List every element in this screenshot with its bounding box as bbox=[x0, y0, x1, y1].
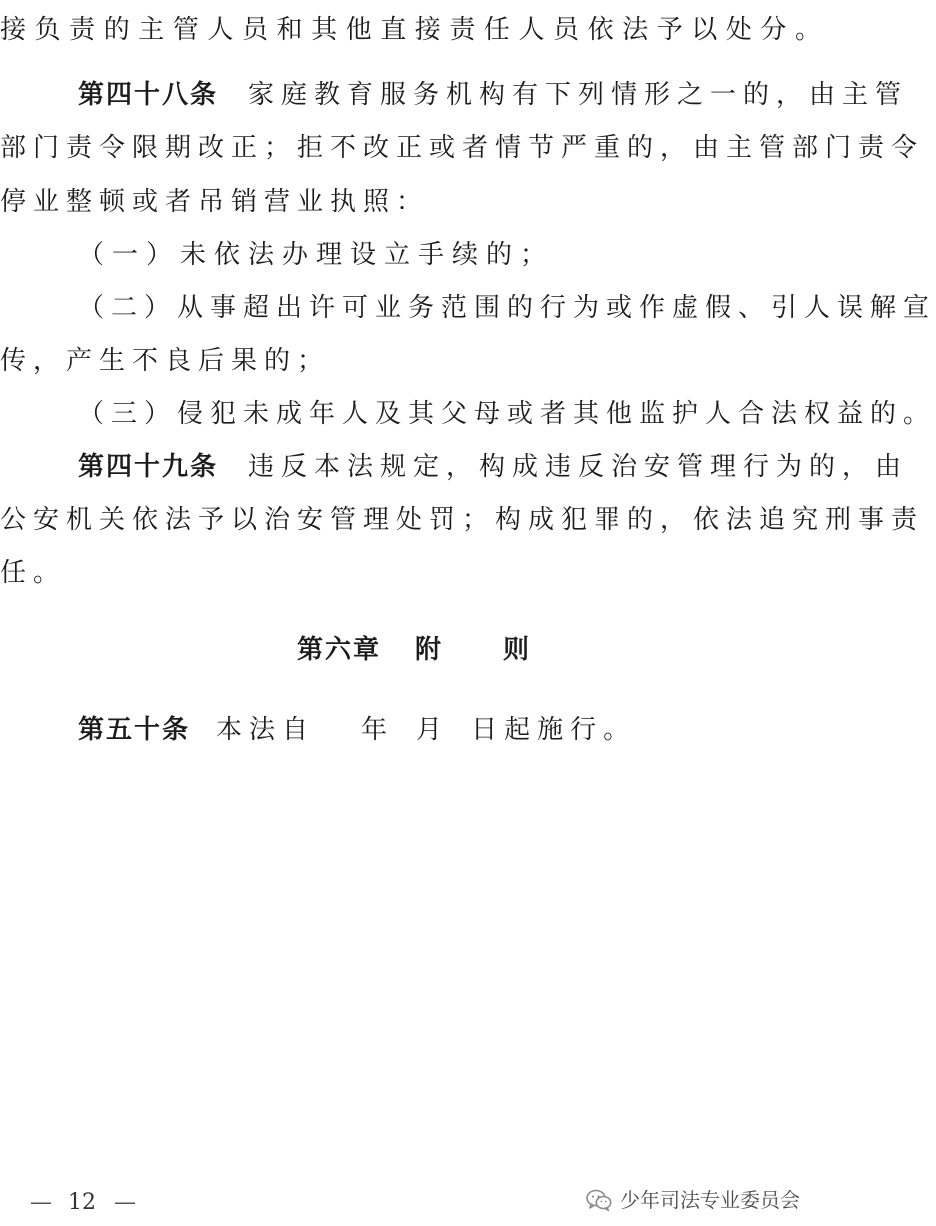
line-text: 任。 bbox=[0, 558, 67, 588]
dash-left: — bbox=[30, 1190, 50, 1215]
article-49-heading-line bbox=[0, 447, 909, 487]
line-text: 停业整顿或者吊销营业执照： bbox=[0, 187, 430, 217]
line-text: 本法自 bbox=[216, 715, 316, 745]
line-text: （二）从事超出许可业务范围的行为或作虚假、引人误解宣 bbox=[78, 293, 936, 323]
list-item bbox=[0, 235, 828, 275]
wechat-watermark bbox=[586, 1180, 800, 1220]
chapter-heading bbox=[0, 628, 828, 672]
line-text: 传，产生不良后果的； bbox=[0, 346, 331, 376]
text-line bbox=[0, 553, 828, 593]
line-text: 日起施行。 bbox=[471, 715, 637, 745]
line-text: 部门责令限期改正；拒不改正或者情节严重的，由主管部门责令 bbox=[0, 133, 925, 163]
month-label: 月 bbox=[416, 715, 450, 745]
line-text: （一）未依法办理设立手续的； bbox=[78, 240, 555, 270]
page-number: 12 bbox=[68, 1190, 96, 1215]
text-line bbox=[0, 10, 828, 50]
line-text: 公安机关依法予以治安管理处罚；构成犯罪的，依法追究刑事责 bbox=[0, 505, 925, 535]
article-50-label: 第五十条 bbox=[78, 715, 191, 745]
account-name: 少年司法专业委员会 bbox=[620, 1188, 800, 1212]
article-48-label: 第四十八条 bbox=[78, 80, 219, 110]
article-50-line bbox=[0, 710, 828, 750]
line-text: 违反本法规定，构成违反治安管理行为的，由 bbox=[248, 452, 909, 482]
list-item bbox=[0, 394, 936, 434]
chapter-title-part: 附 bbox=[414, 635, 443, 665]
chapter-title-part: 则 bbox=[503, 635, 532, 665]
line-text: 接负责的主管人员和其他直接责任人员依法予以处分。 bbox=[0, 15, 828, 45]
page-number-footer bbox=[30, 1186, 134, 1220]
text-line bbox=[0, 500, 925, 540]
wechat-icon bbox=[586, 1189, 612, 1211]
text-line bbox=[0, 128, 925, 168]
text-line bbox=[0, 182, 828, 222]
line-text: （三）侵犯未成年人及其父母或者其他监护人合法权益的。 bbox=[78, 399, 936, 429]
article-49-label: 第四十九条 bbox=[78, 452, 219, 482]
year-label: 年 bbox=[361, 715, 395, 745]
chapter-number: 第六章 bbox=[296, 635, 381, 665]
article-48-heading-line bbox=[0, 75, 909, 115]
dash-right: — bbox=[114, 1190, 134, 1215]
list-item bbox=[0, 288, 936, 328]
line-text: 家庭教育服务机构有下列情形之一的，由主管 bbox=[248, 80, 909, 110]
text-line bbox=[0, 341, 828, 381]
